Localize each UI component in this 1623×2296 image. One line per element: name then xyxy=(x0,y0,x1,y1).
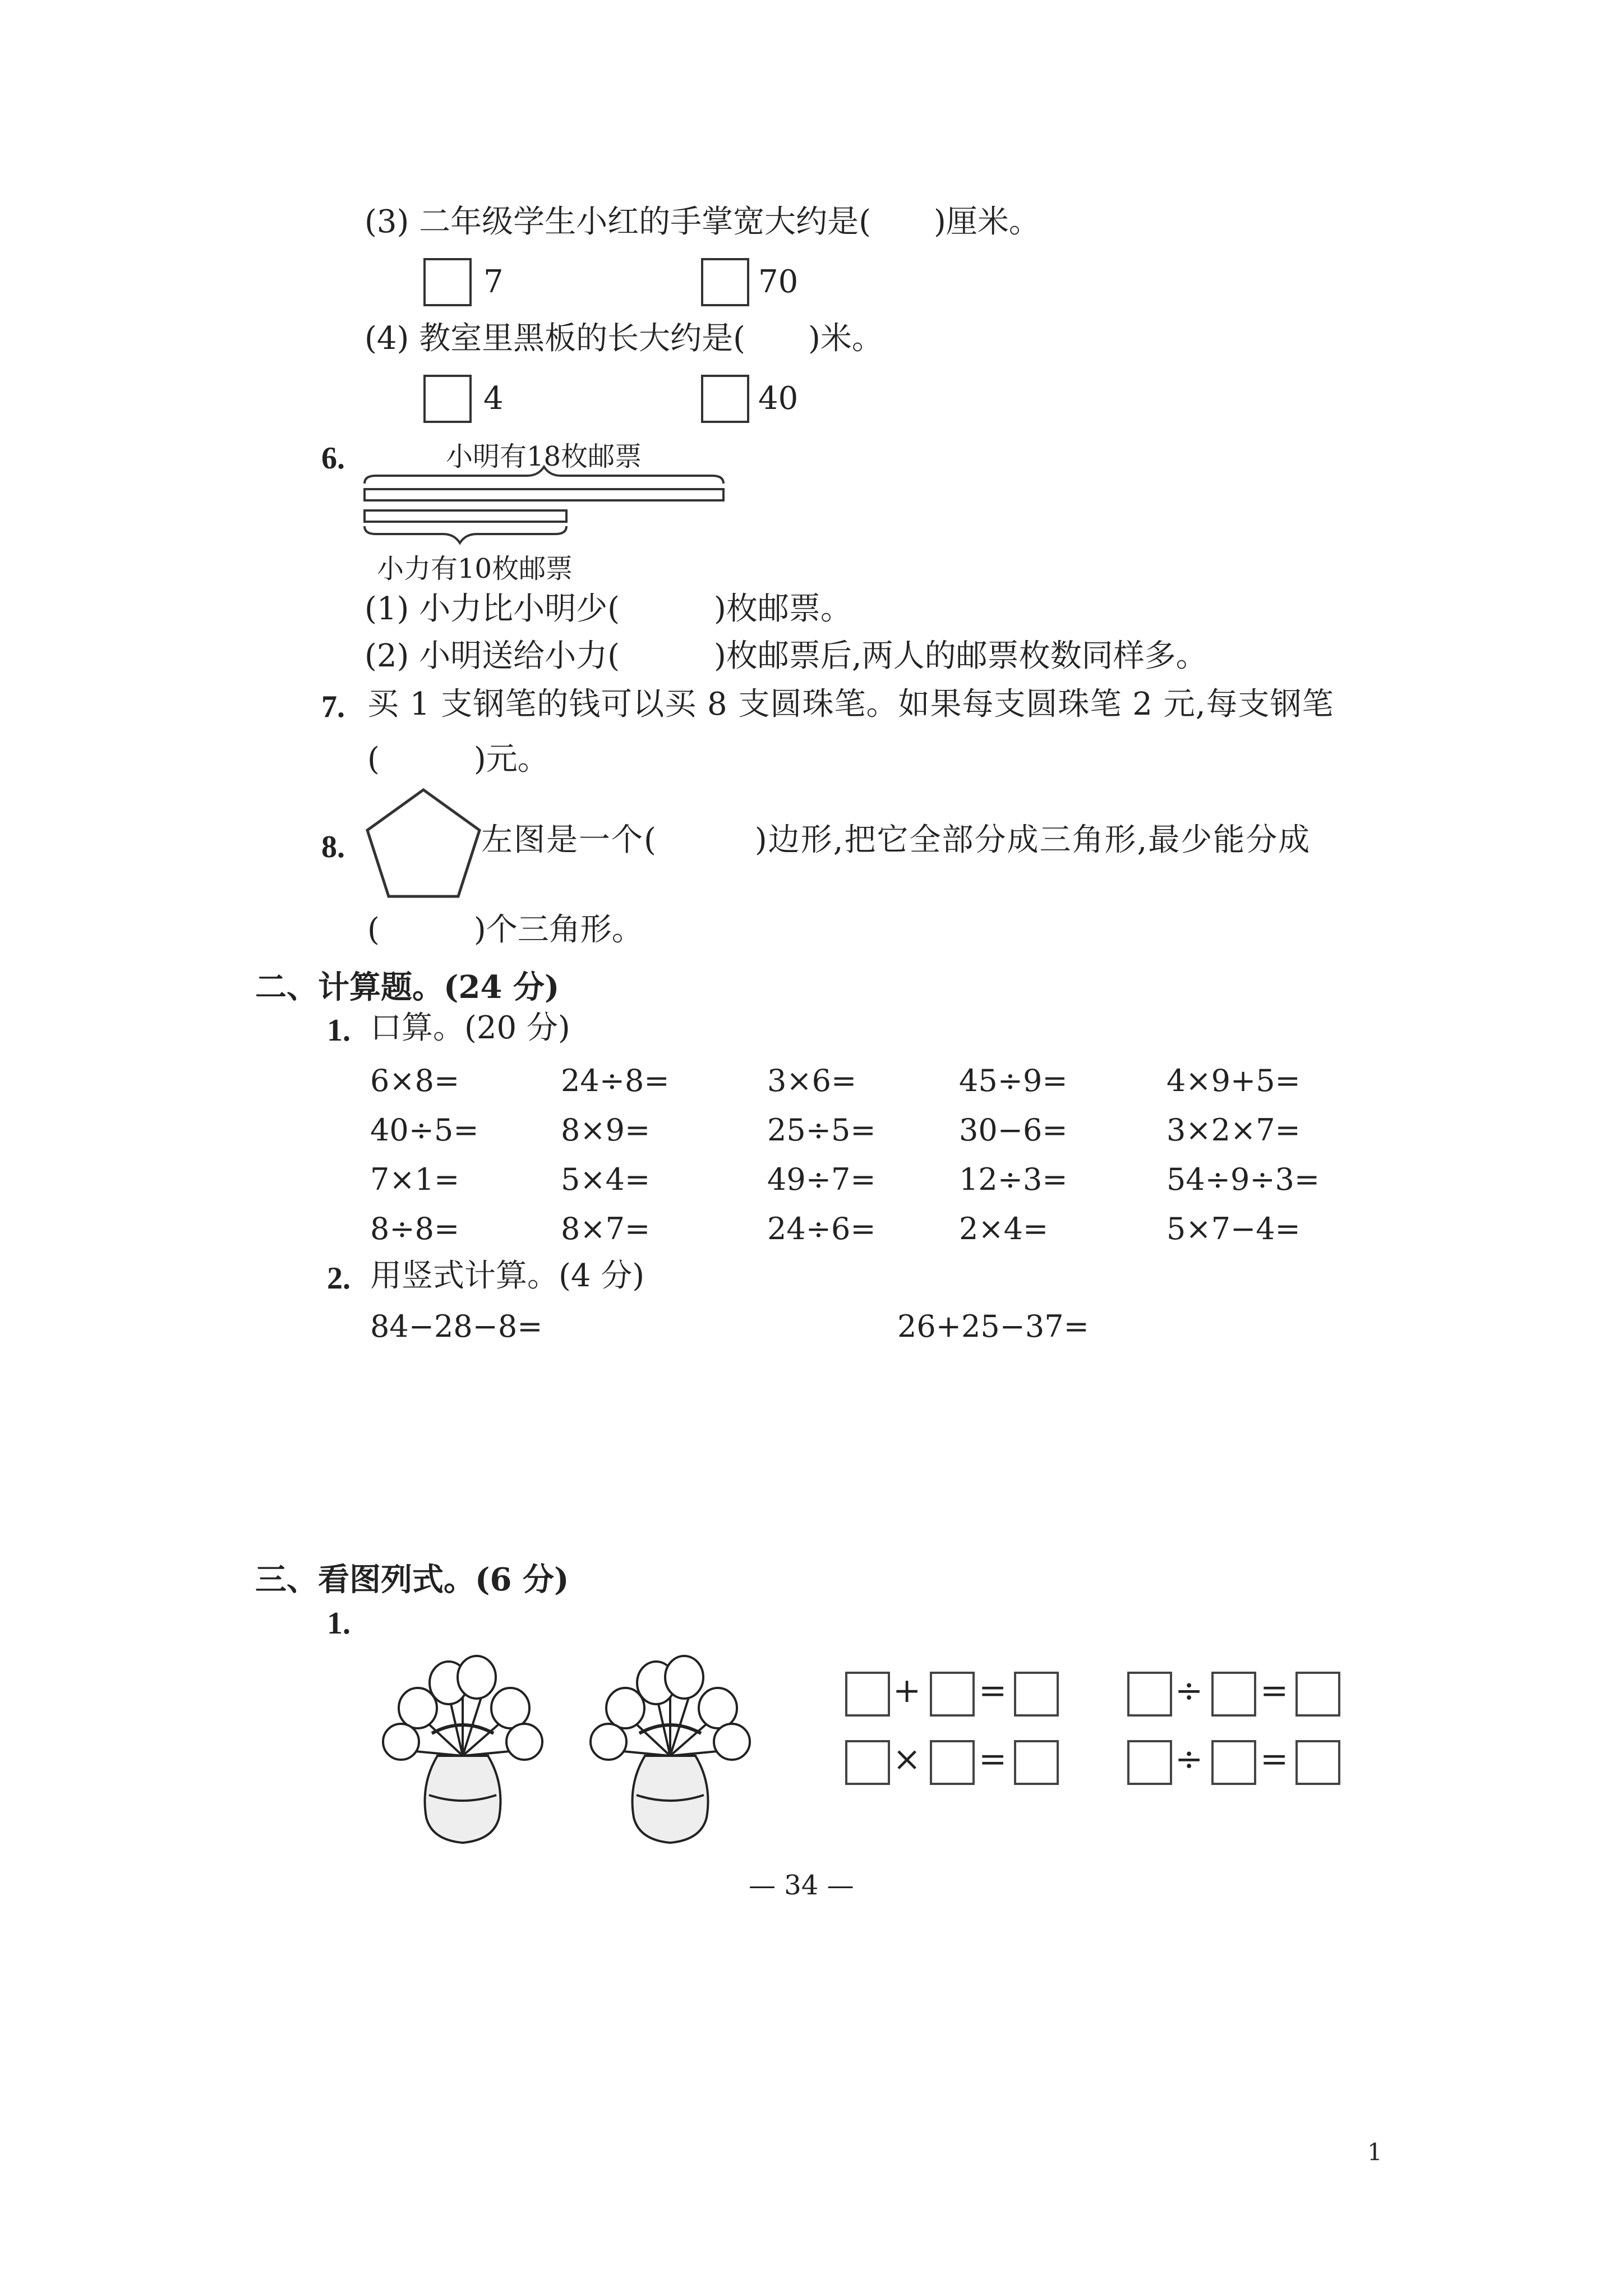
q5-part4-option-b-label: 40 xyxy=(758,380,799,417)
oral-calc-item: 30−6= xyxy=(959,1112,1068,1148)
section3-title: 三、看图列式。(6 分) xyxy=(255,1561,569,1598)
page-number: — 34 — xyxy=(749,1870,854,1901)
q5-part3-option-b-checkbox[interactable] xyxy=(701,258,749,306)
answer-box[interactable] xyxy=(1127,1672,1172,1717)
q5-part3-text: (3) 二年级学生小红的手掌宽大约是( )厘米。 xyxy=(365,204,1040,240)
vertical-calc-b: 26+25−37= xyxy=(897,1309,1089,1344)
vertical-calc-a: 84−28−8= xyxy=(370,1309,543,1344)
oral-calc-item: 40÷5= xyxy=(370,1112,479,1148)
answer-box[interactable] xyxy=(930,1672,975,1717)
oral-calc-item: 3×2×7= xyxy=(1166,1112,1301,1148)
q8-line2: ( )个三角形。 xyxy=(367,912,643,948)
answer-box[interactable] xyxy=(1295,1672,1340,1717)
oral-calc-item: 25÷5= xyxy=(767,1112,876,1148)
q6-strip-diagram xyxy=(359,466,740,544)
oral-calc-item: 4×9+5= xyxy=(1166,1063,1301,1098)
tulip-vase-image xyxy=(578,1616,763,1851)
q5-part3-option-a-checkbox[interactable] xyxy=(423,258,472,306)
oral-calc-item: 5×4= xyxy=(561,1162,651,1197)
tulip-vase-image xyxy=(370,1616,555,1851)
oral-calc-item: 24÷8= xyxy=(561,1063,670,1098)
section2-q1-title: 口算。(20 分) xyxy=(370,1010,570,1046)
q5-part3-option-a-label: 7 xyxy=(483,264,504,300)
oral-calc-item: 5×7−4= xyxy=(1166,1211,1301,1246)
equals-sign: = xyxy=(979,1671,1007,1710)
equals-sign: = xyxy=(979,1740,1007,1779)
q7-number: 7. xyxy=(321,689,345,724)
section3-q1-number: 1. xyxy=(327,1606,351,1641)
oral-calc-item: 8×7= xyxy=(561,1211,651,1246)
oral-calc-item: 49÷7= xyxy=(767,1162,876,1197)
q6-part1-text: (1) 小力比小明少( )枚邮票。 xyxy=(365,591,852,627)
oral-calc-item: 7×1= xyxy=(370,1162,460,1197)
corner-page-number: 1 xyxy=(1367,2138,1382,2166)
q8-line1: 左图是一个( )边形,把它全部分成三角形,最少能分成 xyxy=(481,822,1311,858)
answer-box[interactable] xyxy=(1014,1672,1059,1717)
q6-number: 6. xyxy=(321,441,345,476)
answer-box[interactable] xyxy=(1211,1672,1256,1717)
q6-top-label: 小明有18枚邮票 xyxy=(446,441,642,472)
section2-q2-number: 2. xyxy=(327,1261,351,1296)
answer-box[interactable] xyxy=(930,1740,975,1785)
section2-q1-number: 1. xyxy=(327,1013,351,1048)
answer-box[interactable] xyxy=(845,1740,890,1785)
answer-box[interactable] xyxy=(1014,1740,1059,1785)
oral-calc-item: 54÷9÷3= xyxy=(1166,1162,1320,1197)
q5-part4-option-a-label: 4 xyxy=(483,380,504,417)
q7-line1: 买 1 支钢笔的钱可以买 8 支圆珠笔。如果每支圆珠笔 2 元,每支钢笔 xyxy=(367,686,1334,723)
equals-sign: = xyxy=(1260,1740,1289,1779)
plus-sign: + xyxy=(893,1671,921,1710)
oral-calc-item: 45÷9= xyxy=(959,1063,1068,1098)
oral-calc-item: 2×4= xyxy=(959,1211,1049,1246)
multiply-sign: × xyxy=(893,1740,921,1779)
oral-calc-item: 12÷3= xyxy=(959,1162,1068,1197)
oral-calc-item: 24÷6= xyxy=(767,1211,876,1246)
q7-line2: ( )元。 xyxy=(367,741,549,777)
q5-part4-option-a-checkbox[interactable] xyxy=(423,375,472,423)
oral-calc-item: 3×6= xyxy=(767,1063,857,1098)
oral-calc-item: 6×8= xyxy=(370,1063,460,1098)
oral-calc-item: 8÷8= xyxy=(370,1211,460,1246)
section2-title: 二、计算题。(24 分) xyxy=(255,969,560,1006)
answer-box[interactable] xyxy=(1295,1740,1340,1785)
q8-number: 8. xyxy=(321,830,345,864)
divide-sign: ÷ xyxy=(1175,1671,1204,1710)
q6-part2-text: (2) 小明送给小力( )枚邮票后,两人的邮票枚数同样多。 xyxy=(365,638,1207,674)
q6-bottom-label: 小力有10枚邮票 xyxy=(377,553,573,585)
oral-calc-item: 8×9= xyxy=(561,1112,651,1148)
q5-part3-option-b-label: 70 xyxy=(758,264,799,300)
q5-part4-text: (4) 教室里黑板的长大约是( )米。 xyxy=(365,320,883,357)
equals-sign: = xyxy=(1260,1671,1289,1710)
pentagon-figure xyxy=(362,785,485,903)
answer-box[interactable] xyxy=(1211,1740,1256,1785)
divide-sign: ÷ xyxy=(1175,1740,1204,1779)
q5-part4-option-b-checkbox[interactable] xyxy=(701,375,749,423)
section2-q2-title: 用竖式计算。(4 分) xyxy=(370,1258,645,1294)
answer-box[interactable] xyxy=(1127,1740,1172,1785)
answer-box[interactable] xyxy=(845,1672,890,1717)
